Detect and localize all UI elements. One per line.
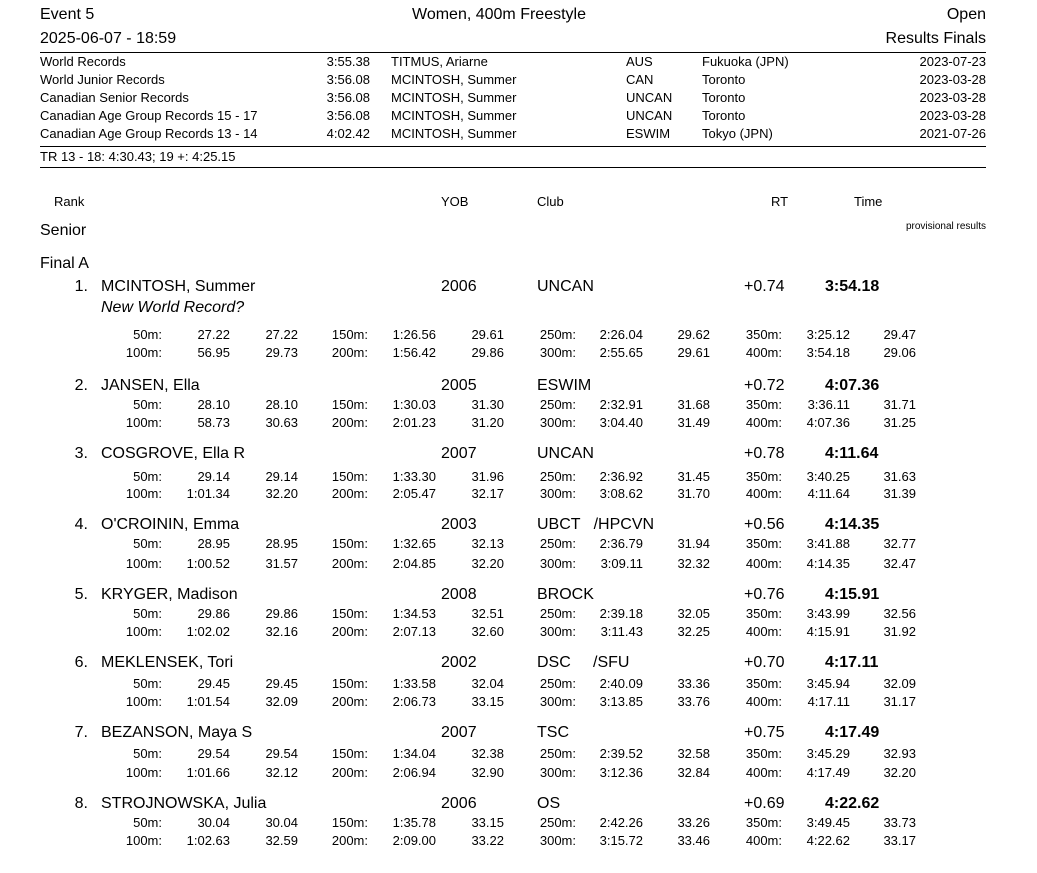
record-holder: TITMUS, Ariarne <box>391 54 488 69</box>
split-lap: 32.51 <box>471 606 504 621</box>
reaction-time: +0.56 <box>744 516 785 533</box>
split-lap: 30.04 <box>265 815 298 830</box>
record-time: 3:56.08 <box>326 108 370 123</box>
split-label: 300m: <box>539 345 576 360</box>
split-cumulative: 29.45 <box>197 676 230 691</box>
split-label: 50m: <box>133 397 162 412</box>
split-cumulative: 1:26.56 <box>392 327 436 342</box>
record-label: Canadian Senior Records <box>40 90 189 105</box>
record-time: 3:56.08 <box>326 72 370 87</box>
split-label: 350m: <box>745 327 782 342</box>
split-label: 100m: <box>125 556 162 571</box>
split-cumulative: 2:04.85 <box>392 556 436 571</box>
split-label: 400m: <box>745 833 782 848</box>
split-cumulative: 3:41.88 <box>806 536 850 551</box>
split-cumulative: 2:07.13 <box>392 624 436 639</box>
event-category: Open <box>946 6 986 23</box>
split-label: 50m: <box>133 327 162 342</box>
split-lap: 32.38 <box>471 746 504 761</box>
record-place: Fukuoka (JPN) <box>702 54 789 69</box>
split-cumulative: 3:25.12 <box>806 327 850 342</box>
split-cumulative: 4:15.91 <box>806 624 850 639</box>
split-lap: 31.68 <box>677 397 710 412</box>
split-lap: 28.10 <box>265 397 298 412</box>
split-lap: 27.22 <box>265 327 298 342</box>
split-lap: 31.96 <box>471 469 504 484</box>
time-requirements: TR 13 - 18: 4:30.43; 19 +: 4:25.15 <box>40 149 236 164</box>
split-lap: 32.93 <box>883 746 916 761</box>
athlete-name: MCINTOSH, Summer <box>101 278 256 295</box>
split-cumulative: 3:49.45 <box>806 815 850 830</box>
record-holder: MCINTOSH, Summer <box>391 108 517 123</box>
split-cumulative: 3:15.72 <box>599 833 643 848</box>
split-lap: 33.15 <box>471 815 504 830</box>
split-lap: 31.20 <box>471 415 504 430</box>
split-lap: 31.63 <box>883 469 916 484</box>
split-label: 400m: <box>745 765 782 780</box>
split-label: 250m: <box>539 676 576 691</box>
split-label: 100m: <box>125 624 162 639</box>
split-lap: 33.76 <box>677 694 710 709</box>
split-label: 100m: <box>125 415 162 430</box>
record-date: 2023-03-28 <box>919 72 986 87</box>
split-lap: 29.86 <box>471 345 504 360</box>
split-label: 250m: <box>539 327 576 342</box>
split-cumulative: 1:33.30 <box>392 469 436 484</box>
split-cumulative: 2:32.91 <box>599 397 643 412</box>
split-label: 100m: <box>125 694 162 709</box>
split-lap: 31.57 <box>265 556 298 571</box>
split-label: 350m: <box>745 606 782 621</box>
split-label: 200m: <box>331 486 368 501</box>
split-lap: 33.15 <box>471 694 504 709</box>
split-label: 400m: <box>745 624 782 639</box>
split-label: 100m: <box>125 345 162 360</box>
split-lap: 32.12 <box>265 765 298 780</box>
event-number: Event 5 <box>40 6 95 23</box>
record-date: 2023-03-28 <box>919 108 986 123</box>
split-lap: 29.62 <box>677 327 710 342</box>
record-label: Canadian Age Group Records 13 - 14 <box>40 126 258 141</box>
split-label: 150m: <box>331 469 368 484</box>
result-rank: 8. <box>74 795 88 812</box>
split-label: 50m: <box>133 469 162 484</box>
split-cumulative: 58.73 <box>197 415 230 430</box>
split-label: 150m: <box>331 397 368 412</box>
records-divider <box>40 146 986 147</box>
record-holder: MCINTOSH, Summer <box>391 90 517 105</box>
split-lap: 29.61 <box>677 345 710 360</box>
final-time: 4:22.62 <box>825 795 880 812</box>
record-nation: ESWIM <box>626 126 671 141</box>
split-label: 250m: <box>539 536 576 551</box>
split-lap: 29.14 <box>265 469 298 484</box>
split-label: 200m: <box>331 765 368 780</box>
split-label: 300m: <box>539 765 576 780</box>
record-holder: MCINTOSH, Summer <box>391 72 517 87</box>
split-cumulative: 4:17.11 <box>807 694 850 709</box>
reaction-time: +0.69 <box>744 795 785 812</box>
record-place: Tokyo (JPN) <box>702 126 773 141</box>
split-lap: 29.47 <box>883 327 916 342</box>
split-label: 200m: <box>331 624 368 639</box>
split-lap: 29.54 <box>265 746 298 761</box>
split-lap: 32.09 <box>883 676 916 691</box>
split-lap: 32.56 <box>883 606 916 621</box>
split-cumulative: 1:01.66 <box>186 765 230 780</box>
record-place: Toronto <box>702 108 746 123</box>
column-header-time: Time <box>854 194 883 209</box>
final-time: 4:11.64 <box>825 445 879 462</box>
record-holder: MCINTOSH, Summer <box>391 126 517 141</box>
athlete-yob: 2007 <box>441 445 477 462</box>
split-lap: 31.49 <box>677 415 710 430</box>
final-time: 3:54.18 <box>825 278 880 295</box>
reaction-time: +0.70 <box>744 654 785 671</box>
athlete-club: UNCAN <box>537 278 594 295</box>
split-cumulative: 29.14 <box>197 469 230 484</box>
split-cumulative: 2:01.23 <box>392 415 436 430</box>
split-label: 250m: <box>539 746 576 761</box>
split-cumulative: 3:11.43 <box>600 624 643 639</box>
split-cumulative: 3:36.11 <box>807 397 850 412</box>
split-cumulative: 3:45.29 <box>806 746 850 761</box>
split-lap: 32.25 <box>677 624 710 639</box>
split-cumulative: 1:32.65 <box>392 536 436 551</box>
result-rank: 7. <box>74 724 88 741</box>
split-cumulative: 29.86 <box>197 606 230 621</box>
result-rank: 6. <box>74 654 88 671</box>
split-lap: 33.22 <box>471 833 504 848</box>
record-label: Canadian Age Group Records 15 - 17 <box>40 108 258 123</box>
split-lap: 32.77 <box>883 536 916 551</box>
split-cumulative: 3:40.25 <box>806 469 850 484</box>
split-lap: 31.39 <box>883 486 916 501</box>
reaction-time: +0.75 <box>744 724 785 741</box>
split-lap: 29.73 <box>265 345 298 360</box>
final-title: Final A <box>40 255 89 272</box>
record-date: 2021-07-26 <box>919 126 986 141</box>
split-label: 50m: <box>133 606 162 621</box>
split-label: 200m: <box>331 694 368 709</box>
split-label: 300m: <box>539 556 576 571</box>
split-cumulative: 4:11.64 <box>807 486 850 501</box>
athlete-club: DSC /SFU <box>537 654 630 671</box>
athlete-name: STROJNOWSKA, Julia <box>101 795 267 812</box>
athlete-yob: 2002 <box>441 654 477 671</box>
header-divider <box>40 52 986 53</box>
split-label: 400m: <box>745 345 782 360</box>
athlete-name: COSGROVE, Ella R <box>101 445 246 462</box>
split-cumulative: 3:12.36 <box>599 765 643 780</box>
record-place: Toronto <box>702 72 746 87</box>
split-lap: 32.90 <box>471 765 504 780</box>
result-rank: 2. <box>74 377 88 394</box>
split-cumulative: 28.95 <box>197 536 230 551</box>
split-cumulative: 3:45.94 <box>806 676 850 691</box>
split-lap: 31.94 <box>677 536 710 551</box>
reaction-time: +0.72 <box>744 377 785 394</box>
split-lap: 33.17 <box>883 833 916 848</box>
split-lap: 33.73 <box>883 815 916 830</box>
split-cumulative: 2:55.65 <box>599 345 643 360</box>
split-lap: 29.06 <box>883 345 916 360</box>
column-header-club: Club <box>537 194 564 209</box>
column-header-rt: RT <box>771 194 789 209</box>
athlete-club: UNCAN <box>537 445 594 462</box>
split-cumulative: 2:06.73 <box>392 694 436 709</box>
result-rank: 4. <box>74 516 88 533</box>
split-label: 200m: <box>331 556 368 571</box>
split-lap: 32.20 <box>471 556 504 571</box>
result-rank: 3. <box>74 445 88 462</box>
split-lap: 32.09 <box>265 694 298 709</box>
final-time: 4:14.35 <box>825 516 880 533</box>
split-label: 250m: <box>539 397 576 412</box>
record-date: 2023-03-28 <box>919 90 986 105</box>
tr-divider <box>40 167 986 168</box>
split-label: 150m: <box>331 536 368 551</box>
split-lap: 33.36 <box>677 676 710 691</box>
split-lap: 32.13 <box>471 536 504 551</box>
split-label: 200m: <box>331 345 368 360</box>
record-time: 4:02.42 <box>326 126 370 141</box>
split-lap: 32.04 <box>471 676 504 691</box>
athlete-yob: 2006 <box>441 278 477 295</box>
athlete-yob: 2003 <box>441 516 477 533</box>
section-title: Senior <box>40 222 87 239</box>
split-label: 300m: <box>539 694 576 709</box>
split-label: 300m: <box>539 415 576 430</box>
split-label: 400m: <box>745 486 782 501</box>
result-rank: 5. <box>74 586 88 603</box>
split-cumulative: 1:35.78 <box>392 815 436 830</box>
split-label: 150m: <box>331 327 368 342</box>
split-label: 150m: <box>331 606 368 621</box>
athlete-club: UBCT /HPCVN <box>537 516 655 533</box>
split-cumulative: 2:05.47 <box>392 486 436 501</box>
split-cumulative: 3:54.18 <box>806 345 850 360</box>
split-cumulative: 4:07.36 <box>806 415 850 430</box>
split-label: 150m: <box>331 815 368 830</box>
split-cumulative: 2:36.92 <box>599 469 643 484</box>
split-cumulative: 3:04.40 <box>599 415 643 430</box>
event-title: Women, 400m Freestyle <box>412 6 586 23</box>
split-cumulative: 28.10 <box>197 397 230 412</box>
split-label: 150m: <box>331 746 368 761</box>
split-cumulative: 3:09.11 <box>600 556 643 571</box>
split-lap: 28.95 <box>265 536 298 551</box>
split-cumulative: 3:13.85 <box>599 694 643 709</box>
split-cumulative: 30.04 <box>197 815 230 830</box>
split-lap: 32.47 <box>883 556 916 571</box>
split-cumulative: 2:09.00 <box>392 833 436 848</box>
split-label: 350m: <box>745 536 782 551</box>
split-cumulative: 1:34.04 <box>392 746 436 761</box>
split-label: 50m: <box>133 676 162 691</box>
split-cumulative: 4:17.49 <box>806 765 850 780</box>
split-lap: 32.05 <box>677 606 710 621</box>
split-cumulative: 1:01.34 <box>186 486 230 501</box>
split-lap: 32.17 <box>471 486 504 501</box>
split-lap: 31.70 <box>677 486 710 501</box>
split-lap: 33.46 <box>677 833 710 848</box>
split-cumulative: 4:14.35 <box>806 556 850 571</box>
results-phase: Results Finals <box>885 30 986 47</box>
split-lap: 31.17 <box>883 694 916 709</box>
split-cumulative: 3:43.99 <box>806 606 850 621</box>
split-lap: 32.16 <box>265 624 298 639</box>
athlete-club: OS <box>537 795 561 812</box>
split-label: 300m: <box>539 486 576 501</box>
athlete-name: BEZANSON, Maya S <box>101 724 253 741</box>
split-cumulative: 2:39.18 <box>599 606 643 621</box>
record-nation: CAN <box>626 72 654 87</box>
athlete-club: TSC <box>537 724 569 741</box>
split-lap: 30.63 <box>265 415 298 430</box>
split-label: 150m: <box>331 676 368 691</box>
split-cumulative: 2:06.94 <box>392 765 436 780</box>
split-lap: 33.26 <box>677 815 710 830</box>
split-lap: 32.20 <box>883 765 916 780</box>
record-date: 2023-07-23 <box>919 54 986 69</box>
split-label: 400m: <box>745 694 782 709</box>
provisional-note: provisional results <box>905 221 986 232</box>
split-cumulative: 3:08.62 <box>599 486 643 501</box>
athlete-club: BROCK <box>537 586 594 603</box>
split-lap: 32.58 <box>677 746 710 761</box>
split-label: 50m: <box>133 815 162 830</box>
split-label: 250m: <box>539 606 576 621</box>
athlete-name: JANSEN, Ella <box>101 377 200 394</box>
split-lap: 32.60 <box>471 624 504 639</box>
split-label: 350m: <box>745 676 782 691</box>
split-lap: 32.84 <box>677 765 710 780</box>
split-label: 100m: <box>125 833 162 848</box>
split-lap: 31.45 <box>677 469 710 484</box>
split-cumulative: 56.95 <box>197 345 230 360</box>
record-time: 3:55.38 <box>326 54 370 69</box>
split-lap: 32.32 <box>677 556 710 571</box>
split-lap: 31.92 <box>883 624 916 639</box>
split-cumulative: 2:42.26 <box>599 815 643 830</box>
split-label: 100m: <box>125 486 162 501</box>
split-label: 50m: <box>133 536 162 551</box>
split-cumulative: 2:26.04 <box>599 327 643 342</box>
athlete-yob: 2005 <box>441 377 477 394</box>
split-cumulative: 1:33.58 <box>392 676 436 691</box>
split-lap: 31.25 <box>883 415 916 430</box>
split-cumulative: 29.54 <box>197 746 230 761</box>
record-label: World Junior Records <box>40 72 165 87</box>
split-label: 300m: <box>539 624 576 639</box>
split-label: 250m: <box>539 815 576 830</box>
split-cumulative: 2:40.09 <box>599 676 643 691</box>
final-time: 4:17.49 <box>825 724 880 741</box>
reaction-time: +0.74 <box>744 278 785 295</box>
split-label: 350m: <box>745 815 782 830</box>
split-cumulative: 2:39.52 <box>599 746 643 761</box>
split-cumulative: 1:02.02 <box>186 624 230 639</box>
split-label: 250m: <box>539 469 576 484</box>
split-label: 400m: <box>745 415 782 430</box>
split-label: 100m: <box>125 765 162 780</box>
split-cumulative: 1:56.42 <box>392 345 436 360</box>
athlete-name: KRYGER, Madison <box>101 586 238 603</box>
record-time: 3:56.08 <box>326 90 370 105</box>
column-header-rank: Rank <box>54 194 85 209</box>
record-label: World Records <box>40 54 126 69</box>
split-label: 50m: <box>133 746 162 761</box>
record-note: New World Record? <box>101 299 245 316</box>
split-lap: 32.20 <box>265 486 298 501</box>
split-label: 350m: <box>745 397 782 412</box>
event-datetime: 2025-06-07 - 18:59 <box>40 30 177 47</box>
split-cumulative: 1:34.53 <box>392 606 436 621</box>
split-label: 400m: <box>745 556 782 571</box>
split-cumulative: 4:22.62 <box>806 833 850 848</box>
athlete-yob: 2008 <box>441 586 477 603</box>
split-cumulative: 27.22 <box>197 327 230 342</box>
record-nation: UNCAN <box>626 108 673 123</box>
split-label: 200m: <box>331 415 368 430</box>
final-time: 4:07.36 <box>825 377 880 394</box>
record-place: Toronto <box>702 90 746 105</box>
result-rank: 1. <box>74 278 88 295</box>
column-header-yob: YOB <box>441 194 469 209</box>
split-lap: 29.86 <box>265 606 298 621</box>
athlete-name: MEKLENSEK, Tori <box>101 654 234 671</box>
record-nation: UNCAN <box>626 90 673 105</box>
reaction-time: +0.78 <box>744 445 785 462</box>
split-label: 300m: <box>539 833 576 848</box>
split-label: 350m: <box>745 746 782 761</box>
split-cumulative: 1:30.03 <box>392 397 436 412</box>
split-lap: 32.59 <box>265 833 298 848</box>
reaction-time: +0.76 <box>744 586 785 603</box>
split-cumulative: 1:00.52 <box>186 556 230 571</box>
athlete-name: O'CROININ, Emma <box>101 516 240 533</box>
split-lap: 29.45 <box>265 676 298 691</box>
athlete-yob: 2006 <box>441 795 477 812</box>
split-label: 200m: <box>331 833 368 848</box>
split-lap: 29.61 <box>471 327 504 342</box>
final-time: 4:15.91 <box>825 586 880 603</box>
split-label: 350m: <box>745 469 782 484</box>
split-lap: 31.30 <box>471 397 504 412</box>
split-lap: 31.71 <box>883 397 916 412</box>
split-cumulative: 2:36.79 <box>599 536 643 551</box>
split-cumulative: 1:02.63 <box>186 833 230 848</box>
athlete-yob: 2007 <box>441 724 477 741</box>
final-time: 4:17.11 <box>825 654 879 671</box>
record-nation: AUS <box>626 54 653 69</box>
athlete-club: ESWIM <box>537 377 592 394</box>
split-cumulative: 1:01.54 <box>186 694 230 709</box>
